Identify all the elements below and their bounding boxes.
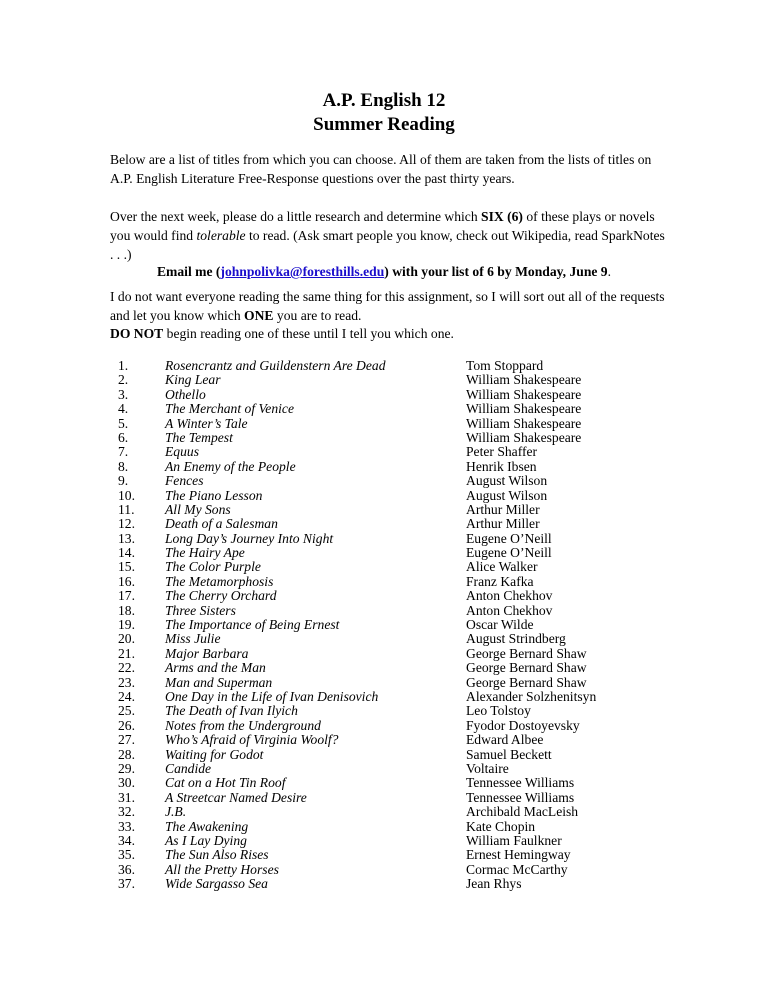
book-title: Death of a Salesman bbox=[165, 516, 278, 532]
email-line bbox=[0, 264, 768, 280]
book-title: The Tempest bbox=[165, 429, 233, 445]
book-title: Equus bbox=[165, 444, 199, 460]
book-number: 35. bbox=[118, 847, 135, 863]
book-author: Eugene O’Neill bbox=[466, 530, 552, 546]
book-author: Arthur Miller bbox=[466, 501, 540, 517]
book-title: The Metamorphosis bbox=[165, 573, 274, 589]
book-title: All My Sons bbox=[165, 501, 231, 517]
book-author: George Bernard Shaw bbox=[466, 645, 587, 661]
book-number: 1. bbox=[118, 358, 129, 373]
book-number: 3. bbox=[118, 386, 129, 402]
book-number: 25. bbox=[118, 703, 135, 719]
book-number: 27. bbox=[118, 732, 135, 748]
book-number: 22. bbox=[118, 660, 135, 676]
book-title: The Death of Ivan Ilyich bbox=[165, 703, 298, 719]
book-author: Oscar Wilde bbox=[466, 617, 534, 633]
book-author: Edward Albee bbox=[466, 732, 544, 748]
book-author: August Wilson bbox=[466, 473, 548, 489]
text: to read. (Ask smart people you know, check out Wikipedia, read SparkNotes . . .) bbox=[110, 228, 665, 262]
book-author: George Bernard Shaw bbox=[466, 660, 587, 676]
book-number: 10. bbox=[118, 487, 135, 503]
emphasis: ONE bbox=[244, 308, 274, 323]
email-link[interactable]: johnpolivka@foresthills.edu bbox=[220, 264, 385, 279]
book-number: 32. bbox=[118, 804, 135, 820]
book-title: Man and Superman bbox=[165, 674, 273, 690]
book-number: 5. bbox=[118, 415, 129, 431]
book-author: August Strindberg bbox=[466, 631, 566, 647]
book-title: The Awakening bbox=[165, 818, 249, 834]
book-author: Alexander Solzhenitsyn bbox=[466, 688, 597, 704]
book-number: 13. bbox=[118, 530, 135, 546]
emphasis: tolerable bbox=[196, 228, 246, 243]
book-author: Anton Chekhov bbox=[466, 602, 553, 618]
book-number: 26. bbox=[118, 717, 135, 733]
book-number: 24. bbox=[118, 688, 135, 704]
book-author: Archibald MacLeish bbox=[466, 804, 579, 820]
book-title: The Merchant of Venice bbox=[165, 401, 294, 417]
intro-paragraph: Below are a list of titles from which you can choose. All of them are taken from the lists of titles on A.P. English Literature Free-Response questions over the past thirty years. bbox=[110, 152, 652, 186]
book-author: Leo Tolstoy bbox=[466, 703, 531, 719]
document-title: A.P. English 12 bbox=[322, 90, 446, 111]
book-author: George Bernard Shaw bbox=[466, 674, 587, 690]
book-author: William Shakespeare bbox=[466, 415, 582, 431]
book-author: Anton Chekhov bbox=[466, 588, 553, 604]
book-title: The Color Purple bbox=[165, 559, 261, 575]
assignment-paragraph bbox=[110, 287, 670, 325]
book-number: 11. bbox=[118, 501, 135, 517]
book-title: Miss Julie bbox=[165, 631, 221, 647]
book-number: 18. bbox=[118, 602, 135, 618]
book-title: Othello bbox=[165, 386, 206, 402]
book-number: 37. bbox=[118, 876, 135, 892]
text: you are to read. bbox=[273, 308, 362, 323]
book-title: Rosencrantz and Guildenstern Are Dead bbox=[165, 358, 386, 373]
emphasis: SIX (6) bbox=[481, 209, 523, 224]
book-title: Notes from the Underground bbox=[165, 717, 321, 733]
book-title: Cat on a Hot Tin Roof bbox=[165, 775, 286, 791]
book-number: 2. bbox=[118, 372, 129, 388]
book-author: Voltaire bbox=[466, 760, 509, 776]
warning-paragraph bbox=[110, 324, 670, 343]
book-author: Tennessee Williams bbox=[466, 775, 575, 791]
book-author: Samuel Beckett bbox=[466, 746, 552, 762]
instructions-paragraph bbox=[110, 207, 670, 264]
book-author: William Shakespeare bbox=[466, 429, 582, 445]
book-number: 16. bbox=[118, 573, 135, 589]
book-number: 30. bbox=[118, 775, 135, 791]
text: . bbox=[607, 264, 612, 279]
book-number: 17. bbox=[118, 588, 135, 604]
book-title: The Cherry Orchard bbox=[165, 588, 277, 604]
book-author: Jean Rhys bbox=[466, 876, 522, 892]
book-title: Fences bbox=[165, 473, 204, 489]
text: ) with your list of 6 by Monday, June 9 bbox=[384, 264, 608, 279]
book-author: William Shakespeare bbox=[466, 386, 582, 402]
book-author: Cormac McCarthy bbox=[466, 861, 568, 877]
book-title: King Lear bbox=[165, 372, 221, 388]
book-title: J.B. bbox=[165, 804, 187, 820]
emphasis: DO NOT bbox=[110, 326, 164, 341]
book-author: Tennessee Williams bbox=[466, 789, 575, 805]
book-title: Wide Sargasso Sea bbox=[165, 876, 268, 892]
book-author: Ernest Hemingway bbox=[466, 847, 571, 863]
book-number: 6. bbox=[118, 429, 129, 445]
text: I do not want everyone reading the same thing for this assignment, so I will sort out all of the requests and let you know which bbox=[110, 289, 665, 323]
book-title: As I Lay Dying bbox=[165, 832, 247, 848]
book-author: Peter Shaffer bbox=[466, 444, 538, 460]
book-author: William Shakespeare bbox=[466, 372, 582, 388]
book-title: Three Sisters bbox=[165, 602, 236, 618]
book-author: Alice Walker bbox=[466, 559, 538, 575]
book-title: Long Day’s Journey Into Night bbox=[165, 530, 334, 546]
book-author: Tom Stoppard bbox=[466, 358, 544, 373]
book-title: One Day in the Life of Ivan Denisovich bbox=[165, 688, 379, 704]
text: Over the next week, please do a little research and determine which bbox=[110, 209, 482, 224]
book-number: 7. bbox=[118, 444, 129, 460]
book-title: Major Barbara bbox=[165, 645, 249, 661]
book-number: 29. bbox=[118, 760, 135, 776]
book-author: Fyodor Dostoyevsky bbox=[466, 717, 580, 733]
book-author: Arthur Miller bbox=[466, 516, 540, 532]
book-number: 31. bbox=[118, 789, 135, 805]
book-title: The Hairy Ape bbox=[165, 545, 245, 561]
book-number: 23. bbox=[118, 674, 135, 690]
book-number: 33. bbox=[118, 818, 135, 834]
book-title: A Streetcar Named Desire bbox=[165, 789, 307, 805]
book-number: 14. bbox=[118, 545, 135, 561]
book-number: 19. bbox=[118, 617, 135, 633]
text: of these plays or novels you would find bbox=[110, 209, 655, 243]
book-title: A Winter’s Tale bbox=[165, 415, 248, 431]
book-number: 34. bbox=[118, 832, 135, 848]
book-title: Waiting for Godot bbox=[165, 746, 264, 762]
text: Email me ( bbox=[156, 264, 221, 279]
book-title: Arms and the Man bbox=[165, 660, 266, 676]
book-author: Kate Chopin bbox=[466, 818, 536, 834]
book-number: 8. bbox=[118, 458, 129, 474]
book-author: August Wilson bbox=[466, 487, 548, 503]
book-title: The Sun Also Rises bbox=[165, 847, 269, 863]
book-number: 12. bbox=[118, 516, 135, 532]
book-number: 21. bbox=[118, 645, 135, 661]
book-title: The Piano Lesson bbox=[165, 487, 263, 503]
book-number: 36. bbox=[118, 861, 135, 877]
text: begin reading one of these until I tell you which one. bbox=[163, 326, 454, 341]
book-number: 4. bbox=[118, 401, 129, 417]
book-author: William Shakespeare bbox=[466, 401, 582, 417]
book-title: All the Pretty Horses bbox=[165, 861, 279, 877]
book-number: 9. bbox=[118, 473, 129, 489]
book-title: Who’s Afraid of Virginia Woolf? bbox=[165, 732, 339, 748]
book-number: 28. bbox=[118, 746, 135, 762]
book-number: 20. bbox=[118, 631, 135, 647]
book-author: Eugene O’Neill bbox=[466, 545, 552, 561]
book-author: Henrik Ibsen bbox=[466, 458, 537, 474]
book-title: The Importance of Being Ernest bbox=[165, 617, 340, 633]
book-author: Franz Kafka bbox=[466, 573, 534, 589]
book-title: An Enemy of the People bbox=[165, 458, 296, 474]
book-author: William Faulkner bbox=[466, 832, 562, 848]
document-subtitle: Summer Reading bbox=[313, 114, 455, 135]
book-title: Candide bbox=[165, 760, 212, 776]
book-number: 15. bbox=[118, 559, 135, 575]
